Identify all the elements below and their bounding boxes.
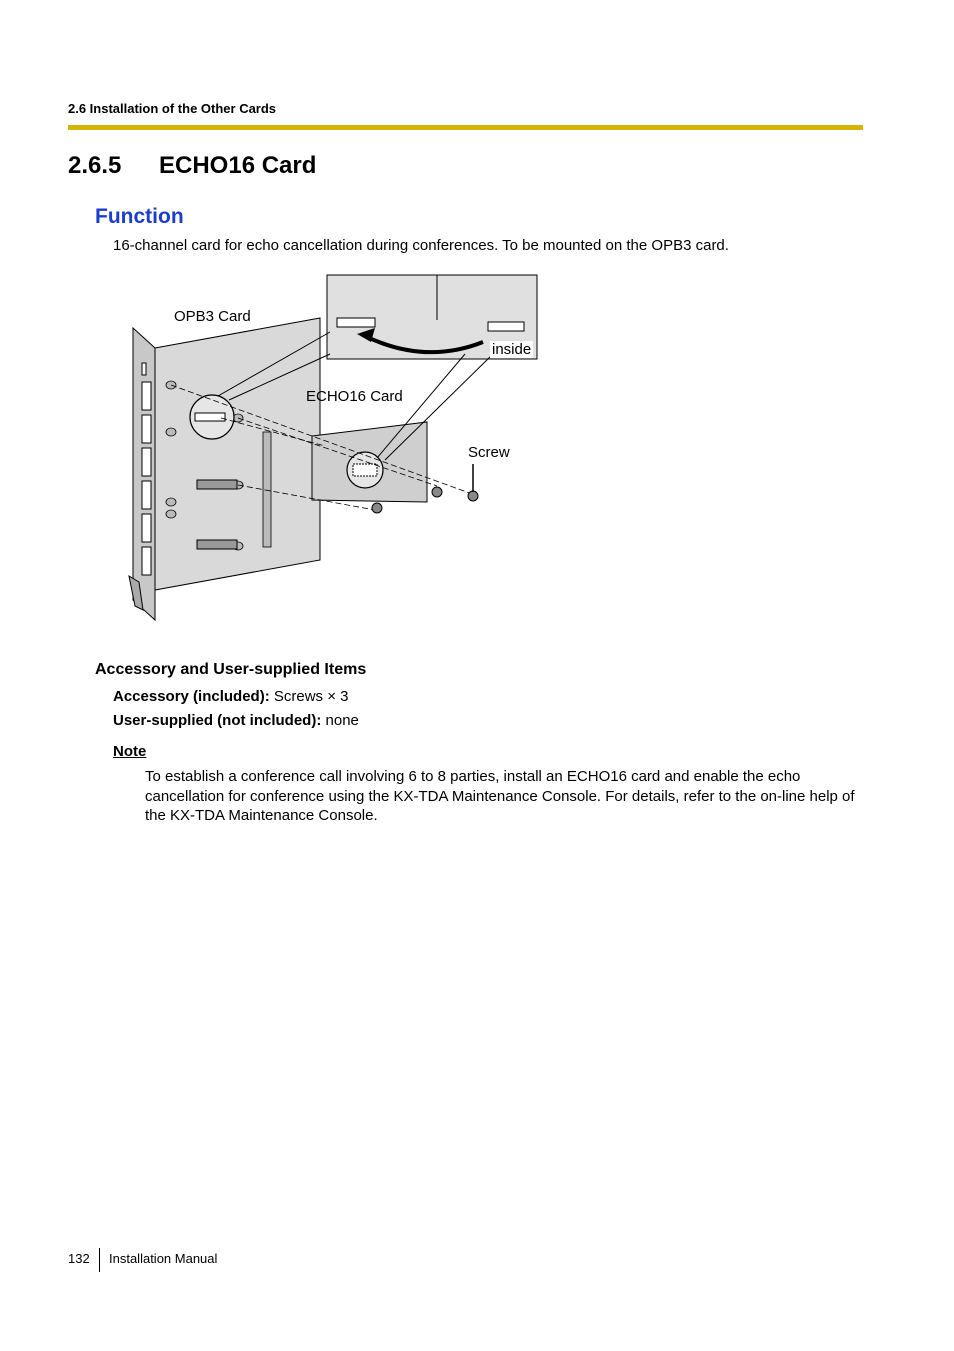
function-text: 16-channel card for echo cancellation during conferences. To be mounted on the OPB3 card. <box>113 237 729 254</box>
header-rule <box>68 125 863 130</box>
running-header: 2.6 Installation of the Other Cards <box>68 101 277 116</box>
note-heading: Note <box>113 743 147 760</box>
opb3-connector-1 <box>197 480 237 489</box>
accessory-heading: Accessory and User-supplied Items <box>95 661 367 678</box>
opb3-edge-connector <box>263 432 271 547</box>
user-supplied-value: none <box>321 712 359 729</box>
label-inside: inside <box>492 341 532 358</box>
function-heading: Function <box>95 205 184 228</box>
user-supplied-line <box>113 712 359 729</box>
section-number: 2.6.5 <box>68 152 122 179</box>
section-title <box>68 152 316 180</box>
note-text: To establish a conference call involving 6 to 8 parties, install an ECHO16 card and enable the echo cancellation for conference using the KX-TDA Maintenance Console. For details, refer to the on-line help of the KX-TDA Maintenance Console. <box>145 768 855 824</box>
footer-divider <box>99 1248 100 1272</box>
accessory-line <box>113 688 349 705</box>
page-number: 132 <box>68 1251 90 1266</box>
opb3-connector-2 <box>197 540 237 549</box>
section-title-text: ECHO16 Card <box>159 152 317 179</box>
user-supplied-label: User-supplied (not included): <box>113 712 322 729</box>
label-opb3-card: OPB3 Card <box>174 308 251 325</box>
accessory-value: Screws × 3 <box>269 688 349 705</box>
footer-title: Installation Manual <box>109 1251 218 1266</box>
accessory-label: Accessory (included): <box>113 688 270 705</box>
label-echo16-card: ECHO16 Card <box>306 388 403 405</box>
installation-figure <box>125 270 545 630</box>
label-screw: Screw <box>468 444 510 461</box>
